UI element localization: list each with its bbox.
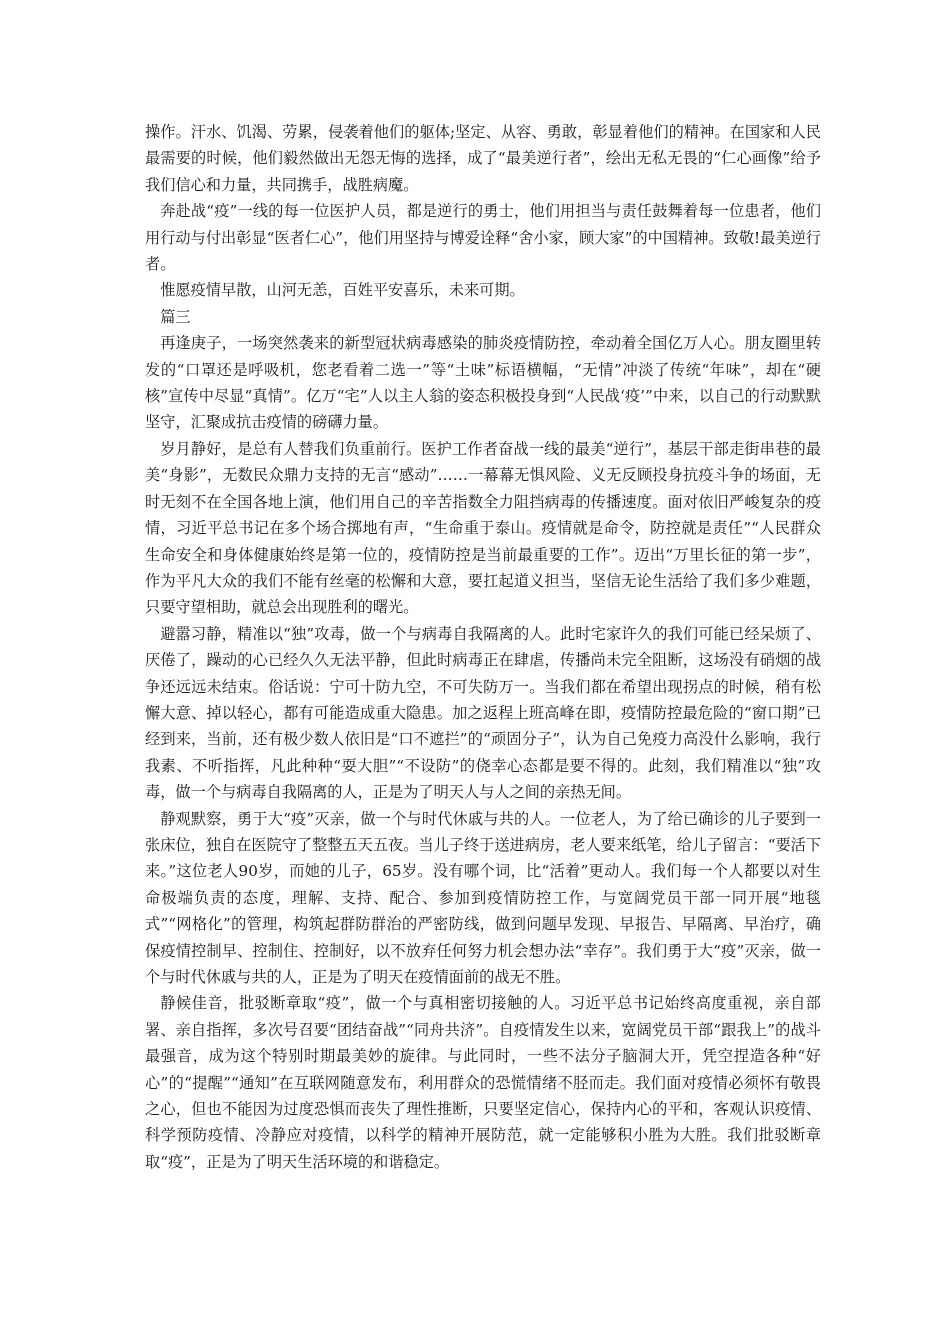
paragraph-7: 静观默察，勇于大“疫”灭亲，做一个与时代休戚与共的人。一位老人，为了给已确诊的儿子要到一张床位，独自在医院守了整整五天五夜。当儿子终于送进病房，老人要来纸笔，给儿子留言：“要活下来。”这位老人90岁，而她的儿子，65岁。没有哪个词，比“活着”更动人。我们每一个人都要以对生命极端负责的态度，理解、支持、配合、参加到疫情防控工作，与宽阔党员干部一同开展“地毯式”“网格化”的管理，构筑起群防群治的严密防线，做到问题早发现、早报告、早隔离、早治疗，确保疫情控制早、控制住、控制好，以不放弃任何努力机会想办法“幸存”。我们勇于大“疫”灭亲，做一个与时代休戚与共的人，正是为了明天在疫情面前的战无不胜。 (145, 809, 822, 986)
section-title: 篇三 (160, 307, 191, 326)
paragraph-1: 操作。汗水、饥渴、劳累，侵袭着他们的躯体;坚定、从容、勇敢，彰显着他们的精神。在国家和人民最需要的时候，他们毅然做出无怨无悔的选择，成了“最美逆行者”，绘出无私无畏的“仁心画像”给予我们信心和力量，共同携手，战胜病魔。 (145, 123, 821, 194)
paragraph-5: 岁月静好，是总有人替我们负重前行。医护工作者奋战一线的最美“逆行”，基层干部走街串巷的最美“身影”，无数民众鼎力支持的无言“感动”……一幕幕无惧风险、义无反顾投身抗疫斗争的场面，无时无刻不在全国各地上演，他们用自己的辛苦指数全力阻挡病毒的传播速度。面对依旧严峻复杂的疫情，习近平总书记在多个场合掷地有声，“生命重于泰山。疫情就是命令，防控就是责任”“人民群众生命安全和身体健康始终是第一位的，疫情防控是当前最重要的工作”。迈出“万里长征的第一步”，作为平凡大众的我们不能有丝毫的松懈和大意，要扛起道义担当，坚信无论生活给了我们多少难题，只要守望相助，就总会出现胜利的曙光。 (145, 439, 821, 617)
paragraph-8: 静候佳音，批驳断章取“疫”，做一个与真相密切接触的人。习近平总书记始终高度重视，亲自部署、亲自指挥，多次号召要“团结奋战”“同舟共济”。自疫情发生以来，宽阔党员干部“跟我上”的战斗最强音，成为这个特别时期最美妙的旋律。与此同时，一些不法分子脑洞大开，凭空捏造各种“好心”的“提醒”“通知”在互联网随意发布，利用群众的恐慌情绪不胫而走。我们面对疫情必须怀有敬畏之心，但也不能因为过度恐惧而丧失了理性推断，只要坚定信心，保持内心的平和，客观认识疫情、科学预防疫情、冷静应对疫情，以科学的精神开展防范，就一定能够积小胜为大胜。我们批驳断章取“疫”，正是为了明天生活环境的和谐稳定。 (145, 994, 821, 1171)
paragraph-2: 奔赴战“疫”一线的每一位医护人员，都是逆行的勇士，他们用担当与责任鼓舞着每一位患者，他们用行动与付出彰显“医者仁心”，他们用坚持与博爱诠释“舍小家，顾大家”的中国精神。致敬!最美逆行者。 (145, 202, 821, 274)
paragraph-4: 再逢庚子，一场突然袭来的新型冠状病毒感染的肺炎疫情防控，牵动着全国亿万人心。朋友圈里转发的“口罩还是呼吸机，您老看着二选一”等“土味”标语横幅，“无情”冲淡了传统“年味”，却在“硬核”宣传中尽显“真情”。亿万“宅”人以主人翁的姿态积极投身到“人民战‘疫’”中来，以自己的行动默默坚守，汇聚成抗击疫情的磅礴力量。 (145, 334, 821, 432)
document-body (145, 119, 821, 1175)
paragraph-6: 避嚣习静，精准以“独”攻毒，做一个与病毒自我隔离的人。此时宅家许久的我们可能已经呆烦了、厌倦了，躁动的心已经久久无法平静，但此时病毒正在肆虐，传播尚未完全阻断，这场没有硝烟的战争还远远未结束。俗话说：宁可十防九空，不可失防万一。当我们都在希望出现拐点的时候，稍有松懈大意、掉以轻心，都有可能造成重大隐患。加之返程上班高峰在即，疫情防控最危险的“窗口期”已经到来，当前，还有极少数人依旧是“口不遮拦”的“顽固分子”，认为自己免疫力高没什么影响，我行我素、不听指挥，凡此种种“耍大胆”“不设防”的侥幸心态都是要不得的。此刻，我们精准以“独”攻毒，做一个与病毒自我隔离的人，正是为了明天人与人之间的亲热无间。 (145, 624, 821, 802)
paragraph-3: 惟愿疫情早散，山河无恙，百姓平安喜乐，未来可期。 (160, 281, 525, 300)
